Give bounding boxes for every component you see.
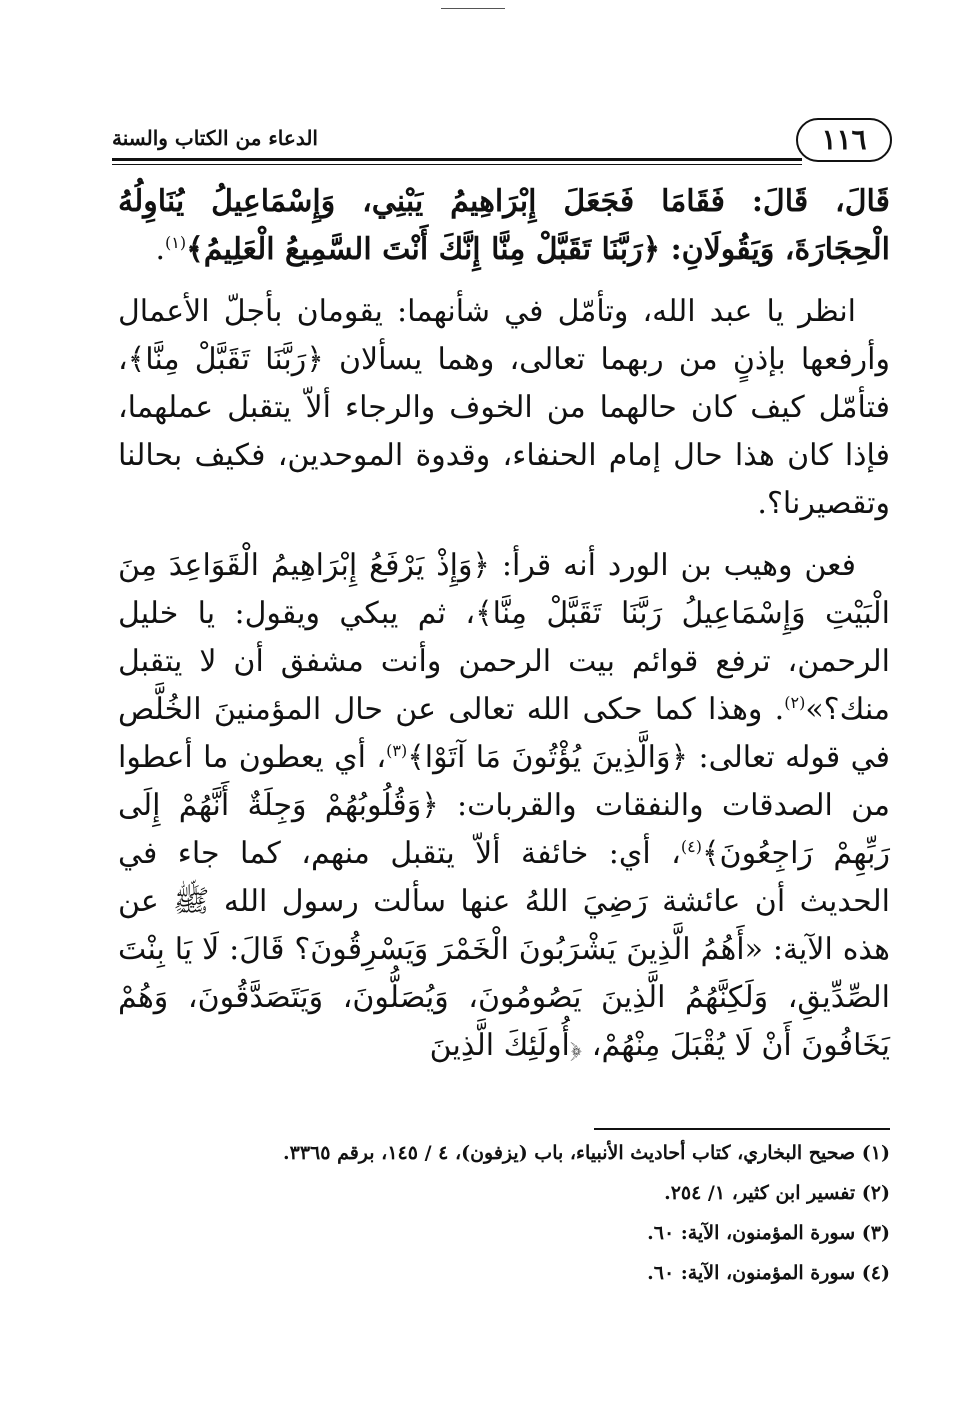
- page-header: [112, 118, 882, 162]
- paragraph-3: [118, 542, 890, 1070]
- paragraph-3-part-d: ، أي: خائفة ألاّ يتقبل منهم، كما جاء في الحديث أن عائشة رَضِيَ اللهُ عنها سألت رسول الله ﷺ عن هذه الآية: «أَهُمُ الَّذِينَ يَشْرَبُونَ الْخَمْرَ وَيَسْرِقُونَ؟ قَالَ: لَا يَا بِنْتَ الصِّدِّيقِ، وَلَكِنَّهُمُ الَّذِينَ يَصُومُونَ، وَيُصَلُّونَ، وَيَتَصَدَّقُونَ، وَهُمْ يَخَافُونَ أَنْ لَا يُقْبَلَ مِنْهُمْ، ﴿أُولَئِكَ الَّذِينَ: [118, 836, 890, 1063]
- paragraph-3-part-c: ، أي يعطون ما أعطوا من الصدقات والنفقات والقربات: ﴿وَقُلُوبُهُمْ وَجِلَةٌ أَنَّهُمْ إِلَى رَبِّهِمْ رَاجِعُونَ﴾: [118, 740, 890, 871]
- hadith-text: قَالَ، قَالَ: فَقَامَا فَجَعَلَ إِبْرَاهِيمُ يَبْنِي، وَإِسْمَاعِيلُ يُنَاوِلُهُ الْحِجَارَةَ، وَيَقُولَانِ: ﴿رَبَّنَا تَقَبَّلْ مِنَّا إِنَّكَ أَنْتَ السَّمِيعُ الْعَلِيمُ﴾: [118, 184, 890, 267]
- paragraph-2: انظر يا عبد الله، وتأمّل في شأنهما: يقومان بأجلّ الأعمال وأرفعها بإذنٍ من ربهما تعالى، وهما يسألان ﴿رَبَّنَا تَقَبَّلْ مِنَّا﴾، فتأمّل كيف كان حالهما من الخوف والرجاء ألاّ يتقبل عملهما، فإذا كان هذا حال إمام الحنفاء، وقدوة الموحدين، فكيف بحالنا وتقصيرنا؟.: [118, 294, 890, 521]
- paragraph-3-part-b: . وهذا كما حكى الله تعالى عن حال المؤمنينَ الخُلَّص في قوله تعالى: ﴿وَالَّذِينَ يُؤْتُونَ مَا آتَوْا﴾: [118, 692, 890, 775]
- paragraph-1-end: .: [155, 232, 166, 267]
- main-text: [118, 178, 890, 1084]
- footnotes: [118, 1136, 890, 1296]
- footnote-2: (٢) تفسير ابن كثير، ١/ ٢٥٤.: [664, 1182, 890, 1204]
- top-mark: [441, 8, 505, 9]
- header-rule-thin: [112, 164, 802, 165]
- footnote-4: (٤) سورة المؤمنون، الآية: ٦٠.: [647, 1262, 890, 1284]
- page-number: ١١٦: [796, 118, 892, 162]
- footnote-separator: [594, 1128, 890, 1130]
- footnote-ref-4: (٤): [680, 837, 702, 856]
- footnote-ref-1: (١): [165, 233, 187, 252]
- paragraph-3-part-a: فعن وهيب بن الورد أنه قرأ: ﴿وَإِذْ يَرْفَعُ إِبْرَاهِيمُ الْقَوَاعِدَ مِنَ الْبَيْتِ وَإِسْمَاعِيلُ رَبَّنَا تَقَبَّلْ مِنَّا﴾، ثم يبكي ويقول: يا خليل الرحمن، ترفع قوائم بيت الرحمن وأنت مشفق أن لا يتقبل منك؟»: [118, 548, 890, 727]
- footnote-1: (١) صحيح البخاري، كتاب أحاديث الأنبياء، باب (يزفون)، ٤ / ١٤٥، برقم ٣٣٦٥.: [283, 1142, 890, 1164]
- header-rule-thick: [112, 158, 802, 161]
- footnote-3: (٣) سورة المؤمنون، الآية: ٦٠.: [647, 1222, 890, 1244]
- running-title: الدعاء من الكتاب والسنة: [112, 126, 318, 150]
- paragraph-1: [118, 178, 890, 274]
- footnote-ref-2: (٢): [784, 693, 806, 712]
- footnote-ref-3: (٣): [386, 741, 408, 760]
